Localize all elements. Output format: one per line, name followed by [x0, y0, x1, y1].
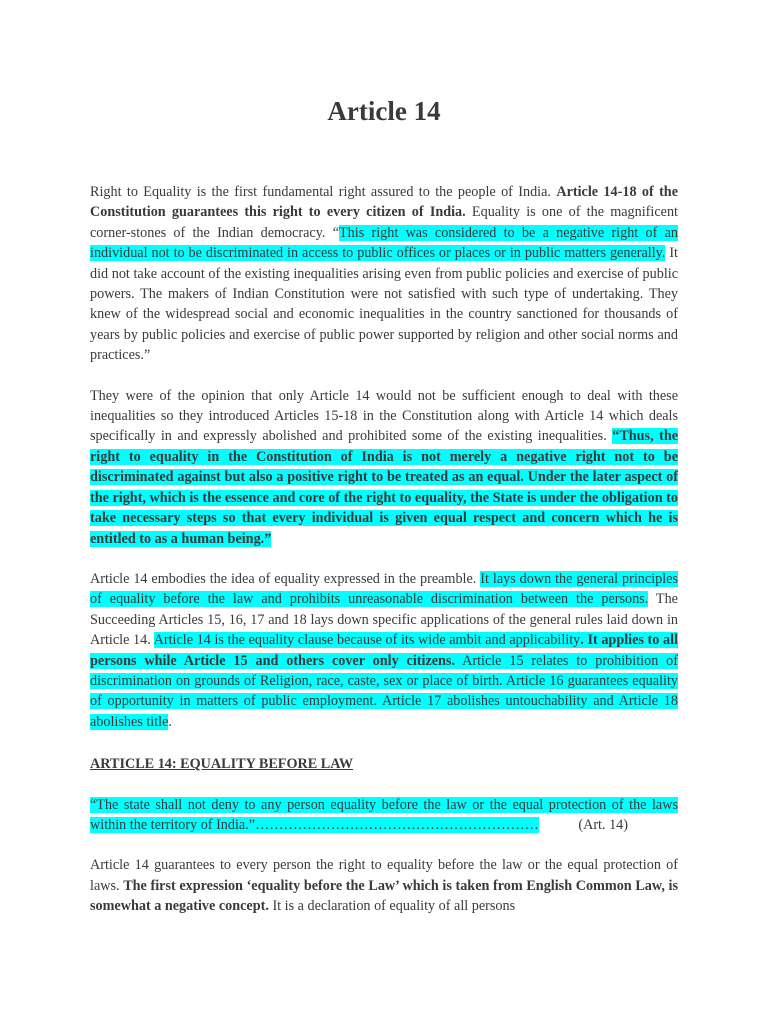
section-heading: ARTICLE 14: EQUALITY BEFORE LAW	[90, 756, 354, 773]
paragraph-intro	[90, 182, 678, 366]
page-title: Article 14	[327, 96, 441, 126]
highlighted-text: Article 15 relates to prohibition of discrimination on grounds of Religion, race, caste, sex or place of birth. Article 16 guarantees equality of opportunity in matters of public employment. Article 17 abolishes untouchability and Article 18 abolishes title	[90, 652, 678, 730]
bold-text: Article 14-18 of the Constitution guarantees this right to every citizen of India.	[90, 184, 678, 221]
text-span: Right to Equality is the first fundamental right assured to the people of India.	[90, 184, 557, 200]
highlighted-text: It lays down the general principles of equality before the law and prohibits unreasonable discrimination between the persons.	[90, 570, 678, 608]
text-span: Equality is one of the magnificent corner-stones of the Indian democracy. “	[90, 204, 678, 241]
text-span: Article 14 embodies the idea of equality expressed in the preamble.	[90, 570, 481, 587]
text-span: Article 14 guarantees to every person the right to equality before the law or the equal protection of laws.	[90, 857, 678, 894]
text-span: It is a declaration of equality of all persons	[268, 898, 516, 915]
text-span: .	[168, 713, 172, 730]
highlighted-bold-text: “Thus, the right to equality in the Constitution of India is not merely a negative right not to be discriminated against but also a positive right to be treated as an equal. Under the later aspect of the right, which is the essence and core of the right to equality, the State is under the obligation to take necessary steps so that every individual is given equal respect and concern which he is entitled to as a human being.”	[90, 428, 679, 547]
text-span: They were of the opinion that only Article 14 would not be sufficient enough to deal with these inequalities so they introduced Articles 15-18 in the Constitution along with Article 14 which deals specifically in and expressly abolished and prohibited some of the existing inequalities.	[90, 387, 678, 445]
article-reference: (Art. 14)	[578, 816, 628, 833]
paragraph-embodies	[90, 569, 678, 732]
bold-text: The first expression ‘equality before the Law’ which is taken from English Common Law, is somewhat a negative concept.	[90, 877, 678, 915]
highlighted-bold-text: . It applies to all persons while Article 15 and others cover only citizens.	[90, 632, 678, 669]
text-span: The Succeeding Articles 15, 16, 17 and 18 lays down specific applications of the general rules laid down in Article 14.	[90, 591, 678, 649]
highlighted-quote: “The state shall not deny to any person equality before the law or the equal protection of the laws within the territory of India.”……………………………………………………	[90, 796, 678, 833]
article-quote	[90, 795, 678, 836]
text-span: It did not take account of the existing inequalities arising even from public policies and exercise of public powers. The makers of Indian Constitution were not satisfied with such type of undertaking. They knew of the widespread social and economic inequalities in the country sanctioned for thousands of years by public policies and exercise of public power supported by religion and other social norms and practices.”	[90, 245, 678, 364]
paragraph-guarantees	[90, 855, 678, 916]
highlighted-text: Article 14 is the equality clause because of its wide ambit and applicability	[153, 632, 581, 649]
paragraph-opinion	[90, 386, 678, 549]
highlighted-text: This right was considered to be a negative right of an individual not to be discriminated in access to public offices or places or in public matters generally.	[90, 224, 678, 262]
